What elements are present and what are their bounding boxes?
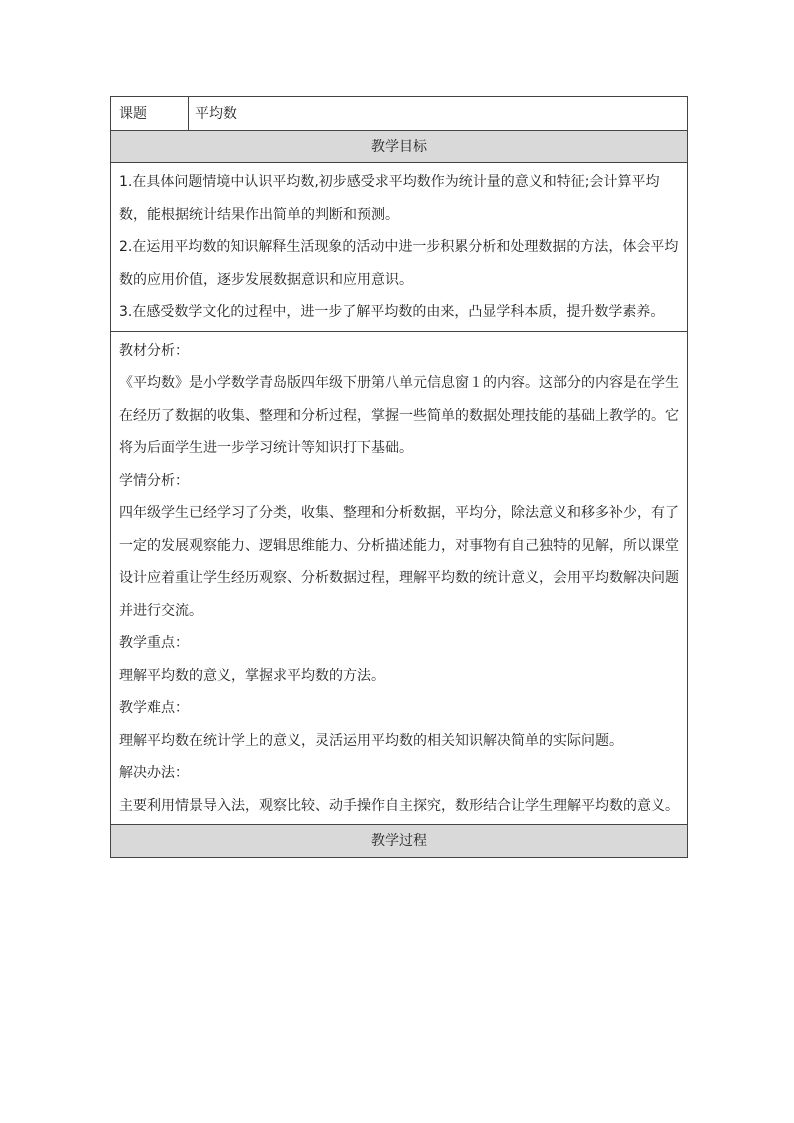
lesson-title-row (111, 97, 687, 131)
analysis-section (111, 332, 687, 826)
solution-method-label: 解决办法： (119, 765, 189, 781)
key-point-text: 理解平均数的意义，掌握求平均数的方法。 (119, 667, 385, 684)
lesson-plan-table (110, 96, 688, 858)
student-analysis-label: 学情分析： (119, 472, 189, 489)
key-point-label: 教学重点： (119, 635, 189, 651)
difficult-point-label: 教学难点： (119, 700, 189, 716)
textbook-analysis-label: 教材分析： (119, 342, 189, 359)
goal-item-1: 1.在具体问题情境中认识平均数,初步感受求平均数作为统计量的意义和特征;会计算平均数，能根据统计结果作出简单的判断和预测。 (119, 174, 660, 223)
goals-section (111, 163, 687, 332)
solution-method-text: 主要利用情景导入法，观察比较、动手操作自主探究，数形结合让学生理解平均数的意义。 (119, 797, 679, 814)
lesson-subject-label: 课题 (111, 97, 189, 130)
difficult-point-text: 理解平均数在统计学上的意义，灵活运用平均数的相关知识解决简单的实际问题。 (119, 732, 623, 749)
process-heading: 教学过程 (111, 825, 687, 857)
goal-item-3: 3.在感受数学文化的过程中，进一步了解平均数的由来，凸显学科本质，提升数学素养。 (119, 304, 665, 320)
goals-heading: 教学目标 (111, 131, 687, 163)
lesson-subject-value: 平均数 (195, 106, 237, 122)
student-analysis-text: 四年级学生已经学习了分类，收集、整理和分析数据，平均分，除法意义和移多补少，有了一定的发展观察能力、逻辑思维能力、分析描述能力，对事物有自己独特的见解，所以课堂设计应着重让学生经历观察、分析数据过程，理解平均数的统计意义，会用平均数解决问题并进行交流。 (119, 505, 679, 619)
goal-item-2: 2.在运用平均数的知识解释生活现象的活动中进一步积累分析和处理数据的方法，体会平均数的应用价值，逐步发展数据意识和应用意识。 (119, 239, 679, 288)
textbook-analysis-text: 《平均数》是小学数学青岛版四年级下册第八单元信息窗１的内容。这部分的内容是在学生在经历了数据的收集、整理和分析过程，掌握一些简单的数据处理技能的基础上教学的。它将为后面学生进一步学习统计等知识打下基础。 (119, 375, 679, 456)
